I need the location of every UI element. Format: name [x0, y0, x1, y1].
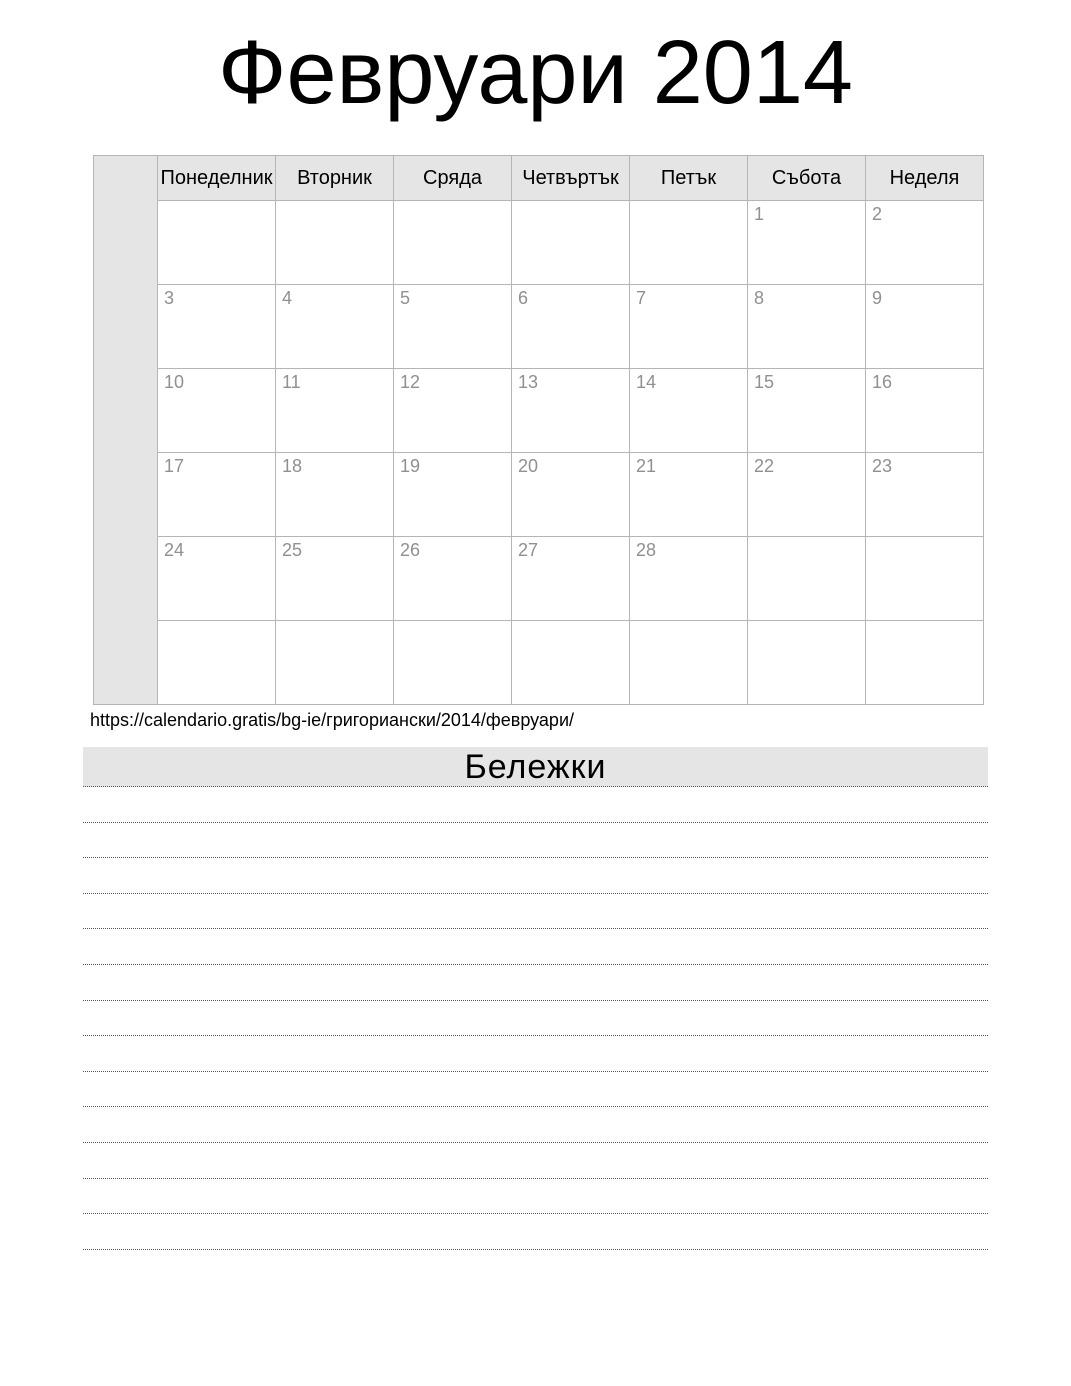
day-cell	[512, 201, 630, 285]
day-cell	[276, 201, 394, 285]
weekday-header-wednesday: Сряда	[394, 156, 512, 201]
day-cell: 12	[394, 369, 512, 453]
weekday-header-saturday: Събота	[748, 156, 866, 201]
day-cell	[866, 537, 984, 621]
day-cell: 11	[276, 369, 394, 453]
day-cell	[512, 621, 630, 705]
notes-line	[83, 1036, 988, 1072]
day-cell: 1	[748, 201, 866, 285]
day-cell	[630, 201, 748, 285]
notes-header: Бележки	[83, 747, 988, 787]
day-cell: 16	[866, 369, 984, 453]
weekday-header-row	[94, 156, 984, 201]
week-row	[94, 285, 984, 369]
calendar-left-gutter	[94, 156, 158, 705]
day-cell	[866, 621, 984, 705]
day-cell: 17	[158, 453, 276, 537]
day-cell: 27	[512, 537, 630, 621]
day-cell: 15	[748, 369, 866, 453]
day-cell: 4	[276, 285, 394, 369]
notes-line	[83, 1107, 988, 1143]
day-cell: 6	[512, 285, 630, 369]
day-cell	[276, 621, 394, 705]
week-row	[94, 369, 984, 453]
day-cell	[748, 537, 866, 621]
day-cell: 7	[630, 285, 748, 369]
day-cell: 19	[394, 453, 512, 537]
weekday-header-tuesday: Вторник	[276, 156, 394, 201]
notes-line	[83, 929, 988, 965]
day-cell	[630, 621, 748, 705]
notes-line	[83, 894, 988, 930]
day-cell: 9	[866, 285, 984, 369]
day-cell: 28	[630, 537, 748, 621]
notes-line	[83, 1179, 988, 1215]
day-cell: 21	[630, 453, 748, 537]
day-cell: 25	[276, 537, 394, 621]
week-row	[94, 621, 984, 705]
day-cell: 2	[866, 201, 984, 285]
day-cell: 3	[158, 285, 276, 369]
notes-line	[83, 858, 988, 894]
weekday-header-friday: Петък	[630, 156, 748, 201]
day-cell: 22	[748, 453, 866, 537]
day-cell	[158, 201, 276, 285]
notes-line	[83, 1001, 988, 1037]
day-cell	[394, 621, 512, 705]
day-cell	[158, 621, 276, 705]
day-cell	[394, 201, 512, 285]
notes-line	[83, 787, 988, 823]
notes-line	[83, 1072, 988, 1108]
weekday-header-monday: Понеделник	[158, 156, 276, 201]
notes-line	[83, 1214, 988, 1250]
day-cell: 10	[158, 369, 276, 453]
day-cell: 20	[512, 453, 630, 537]
notes-line	[83, 965, 988, 1001]
calendar-table	[93, 155, 984, 705]
day-cell: 24	[158, 537, 276, 621]
week-row	[94, 453, 984, 537]
notes-line	[83, 823, 988, 859]
day-cell: 5	[394, 285, 512, 369]
notes-section	[83, 747, 988, 1250]
day-cell: 8	[748, 285, 866, 369]
day-cell: 26	[394, 537, 512, 621]
week-row	[94, 201, 984, 285]
weekday-header-sunday: Неделя	[866, 156, 984, 201]
page-title: Февруари 2014	[218, 23, 853, 123]
day-cell: 14	[630, 369, 748, 453]
notes-line	[83, 1143, 988, 1179]
day-cell: 23	[866, 453, 984, 537]
day-cell	[748, 621, 866, 705]
day-cell: 18	[276, 453, 394, 537]
weekday-header-thursday: Четвъртък	[512, 156, 630, 201]
week-row	[94, 537, 984, 621]
source-url-text: https://calendario.gratis/bg-ie/григориански/2014/февруари/	[90, 710, 574, 730]
day-cell: 13	[512, 369, 630, 453]
